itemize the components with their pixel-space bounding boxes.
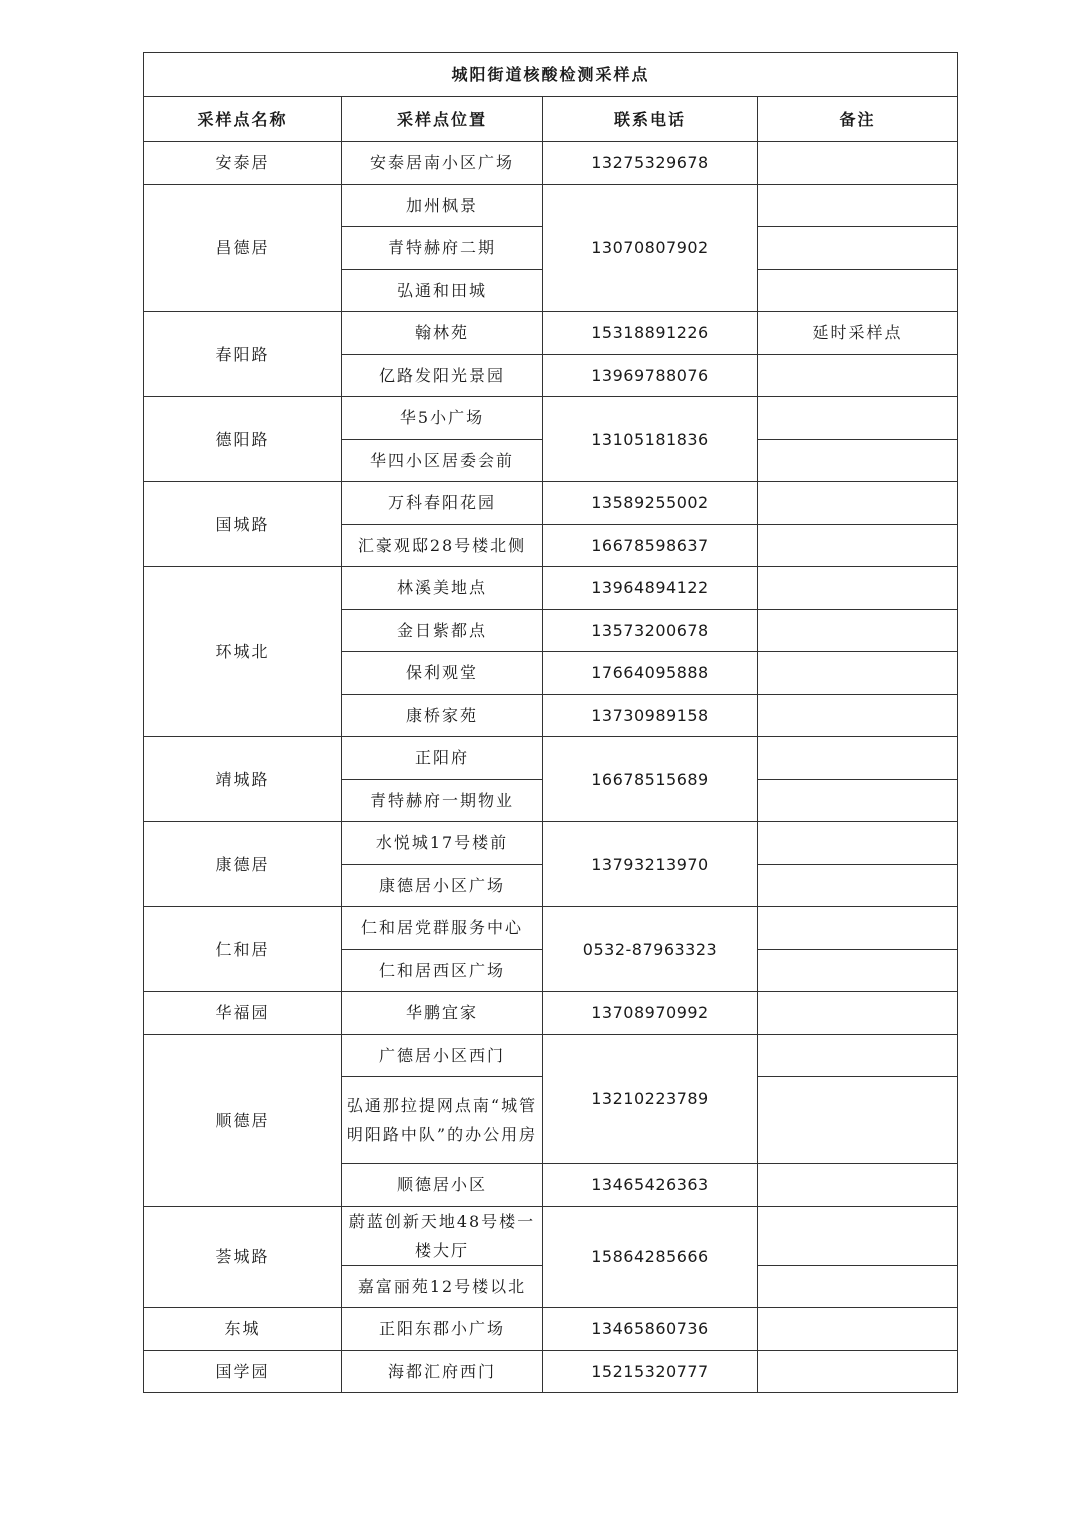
site-name: 环城北 bbox=[144, 567, 342, 737]
site-note bbox=[758, 652, 958, 695]
table-row bbox=[144, 142, 958, 185]
site-phone: 16678515689 bbox=[543, 737, 758, 822]
table-row bbox=[144, 907, 958, 950]
site-note bbox=[758, 142, 958, 185]
table-row bbox=[144, 992, 958, 1035]
site-note bbox=[758, 269, 958, 312]
site-phone: 13589255002 bbox=[543, 482, 758, 525]
site-phone: 15864285666 bbox=[543, 1206, 758, 1308]
site-phone: 13070807902 bbox=[543, 184, 758, 312]
site-location: 仁和居党群服务中心 bbox=[342, 907, 543, 950]
site-location: 弘通和田城 bbox=[342, 269, 543, 312]
site-location: 水悦城17号楼前 bbox=[342, 822, 543, 865]
site-name: 康德居 bbox=[144, 822, 342, 907]
table-row bbox=[144, 184, 958, 227]
table-row bbox=[144, 822, 958, 865]
site-phone: 13969788076 bbox=[543, 354, 758, 397]
site-location: 蔚蓝创新天地48号楼一楼大厅 bbox=[342, 1206, 543, 1265]
site-location: 海都汇府西门 bbox=[342, 1350, 543, 1393]
site-note bbox=[758, 439, 958, 482]
site-location: 加州枫景 bbox=[342, 184, 543, 227]
site-note bbox=[758, 354, 958, 397]
site-name: 华福园 bbox=[144, 992, 342, 1035]
site-phone: 16678598637 bbox=[543, 524, 758, 567]
site-note bbox=[758, 609, 958, 652]
site-location: 万科春阳花园 bbox=[342, 482, 543, 525]
site-note bbox=[758, 822, 958, 865]
site-note bbox=[758, 864, 958, 907]
site-location: 华鹏宜家 bbox=[342, 992, 543, 1035]
site-location: 青特赫府二期 bbox=[342, 227, 543, 270]
site-location: 康桥家苑 bbox=[342, 694, 543, 737]
site-location: 正阳东郡小广场 bbox=[342, 1308, 543, 1351]
site-name: 靖城路 bbox=[144, 737, 342, 822]
site-name: 仁和居 bbox=[144, 907, 342, 992]
site-note bbox=[758, 737, 958, 780]
site-phone: 13275329678 bbox=[543, 142, 758, 185]
site-location: 金日紫都点 bbox=[342, 609, 543, 652]
site-location: 亿路发阳光景园 bbox=[342, 354, 543, 397]
site-note bbox=[758, 1034, 958, 1077]
site-location: 华四小区居委会前 bbox=[342, 439, 543, 482]
site-name: 安泰居 bbox=[144, 142, 342, 185]
header-note: 备注 bbox=[758, 97, 958, 142]
table-title: 城阳街道核酸检测采样点 bbox=[144, 53, 958, 97]
site-phone: 15215320777 bbox=[543, 1350, 758, 1393]
site-phone: 13708970992 bbox=[543, 992, 758, 1035]
sampling-points-table bbox=[143, 52, 958, 1393]
site-note bbox=[758, 779, 958, 822]
site-name: 国城路 bbox=[144, 482, 342, 567]
site-note bbox=[758, 227, 958, 270]
site-location: 康德居小区广场 bbox=[342, 864, 543, 907]
site-note bbox=[758, 524, 958, 567]
site-note bbox=[758, 1308, 958, 1351]
site-location: 弘通那拉提网点南“城管明阳路中队”的办公用房 bbox=[342, 1077, 543, 1164]
site-phone: 13793213970 bbox=[543, 822, 758, 907]
site-location: 嘉富丽苑12号楼以北 bbox=[342, 1265, 543, 1308]
site-phone: 15318891226 bbox=[543, 312, 758, 355]
site-location: 保利观堂 bbox=[342, 652, 543, 695]
site-location: 汇豪观邸28号楼北侧 bbox=[342, 524, 543, 567]
site-location: 青特赫府一期物业 bbox=[342, 779, 543, 822]
table-row bbox=[144, 397, 958, 440]
site-location: 顺德居小区 bbox=[342, 1164, 543, 1207]
site-note bbox=[758, 907, 958, 950]
header-phone: 联系电话 bbox=[543, 97, 758, 142]
site-name: 顺德居 bbox=[144, 1034, 342, 1206]
table-row bbox=[144, 567, 958, 610]
site-location: 林溪美地点 bbox=[342, 567, 543, 610]
site-phone: 13210223789 bbox=[543, 1034, 758, 1164]
site-location: 华5小广场 bbox=[342, 397, 543, 440]
site-location: 安泰居南小区广场 bbox=[342, 142, 543, 185]
table-row bbox=[144, 312, 958, 355]
site-location: 广德居小区西门 bbox=[342, 1034, 543, 1077]
header-name: 采样点名称 bbox=[144, 97, 342, 142]
site-name: 德阳路 bbox=[144, 397, 342, 482]
site-note bbox=[758, 1206, 958, 1265]
site-name: 春阳路 bbox=[144, 312, 342, 397]
site-note bbox=[758, 1350, 958, 1393]
site-location: 翰林苑 bbox=[342, 312, 543, 355]
site-phone: 13964894122 bbox=[543, 567, 758, 610]
table-row bbox=[144, 1206, 958, 1265]
site-phone: 13105181836 bbox=[543, 397, 758, 482]
site-location: 正阳府 bbox=[342, 737, 543, 780]
site-note bbox=[758, 1077, 958, 1164]
site-note bbox=[758, 1265, 958, 1308]
table-row bbox=[144, 482, 958, 525]
site-note: 延时采样点 bbox=[758, 312, 958, 355]
site-phone: 17664095888 bbox=[543, 652, 758, 695]
site-name: 荟城路 bbox=[144, 1206, 342, 1308]
site-phone: 13730989158 bbox=[543, 694, 758, 737]
site-name: 国学园 bbox=[144, 1350, 342, 1393]
site-note bbox=[758, 567, 958, 610]
site-location: 仁和居西区广场 bbox=[342, 949, 543, 992]
site-phone: 13465860736 bbox=[543, 1308, 758, 1351]
site-note bbox=[758, 694, 958, 737]
table-row bbox=[144, 1308, 958, 1351]
table-row bbox=[144, 1034, 958, 1077]
site-name: 昌德居 bbox=[144, 184, 342, 312]
site-note bbox=[758, 482, 958, 525]
site-note bbox=[758, 184, 958, 227]
site-phone: 0532-87963323 bbox=[543, 907, 758, 992]
table-row bbox=[144, 1350, 958, 1393]
site-note bbox=[758, 397, 958, 440]
table-row bbox=[144, 737, 958, 780]
site-note bbox=[758, 992, 958, 1035]
site-name: 东城 bbox=[144, 1308, 342, 1351]
site-note bbox=[758, 949, 958, 992]
site-phone: 13573200678 bbox=[543, 609, 758, 652]
header-location: 采样点位置 bbox=[342, 97, 543, 142]
site-phone: 13465426363 bbox=[543, 1164, 758, 1207]
site-note bbox=[758, 1164, 958, 1207]
